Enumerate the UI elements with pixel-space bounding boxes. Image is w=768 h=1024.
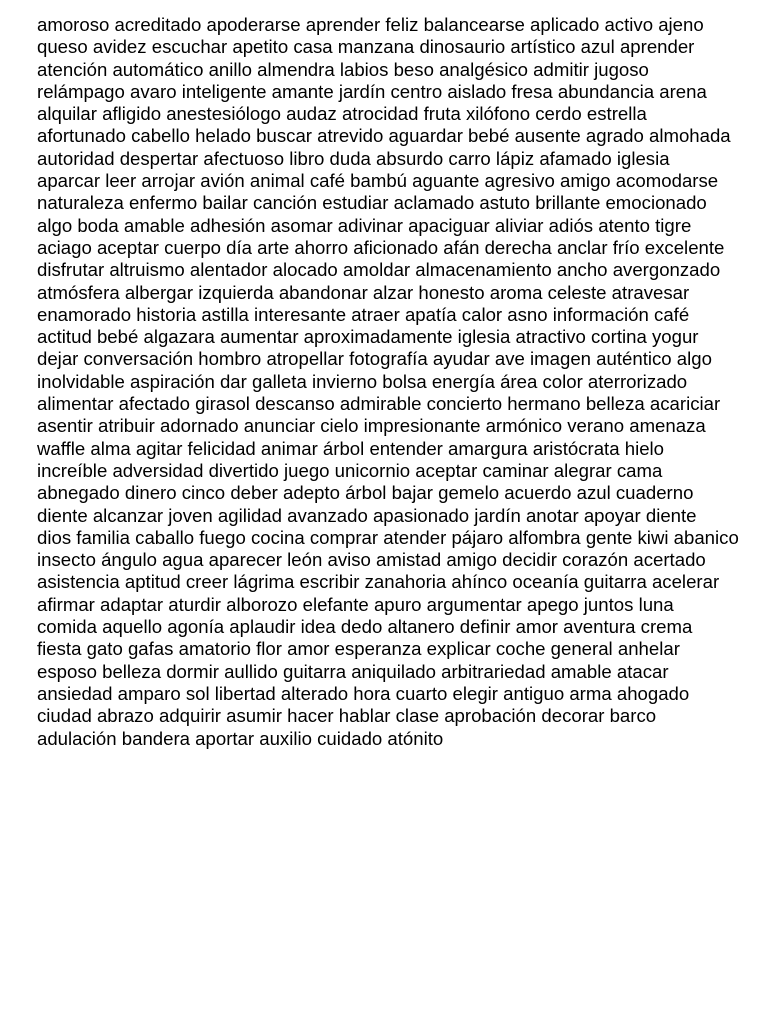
text-line: inolvidable aspiración dar galleta invierno bolsa energía área color aterrorizado [37,370,688,392]
text-line: disfrutar altruismo alentador alocado amoldar almacenamiento ancho avergonzado [37,259,721,281]
text-line: diente alcanzar joven agilidad avanzado apasionado jardín anotar apoyar diente [37,504,697,526]
text-line: adulación bandera aportar auxilio cuidado atónito [37,727,444,749]
text-line: algo boda amable adhesión asomar adivinar apaciguar aliviar adiós atento tigre [37,214,692,236]
text-line: dejar conversación hombro atropellar fotografía ayudar ave imagen auténtico algo [37,348,712,370]
text-line: increíble adversidad divertido juego unicornio aceptar caminar alegrar cama [37,459,663,481]
text-line: comida aquello agonía aplaudir idea dedo altanero definir amor aventura crema [37,616,693,638]
text-line: aciago aceptar cuerpo día arte ahorro aficionado afán derecha anclar frío excelente [37,236,725,258]
text-line: fiesta gato gafas amatorio flor amor esperanza explicar coche general anhelar [37,638,680,660]
text-line: asentir atribuir adornado anunciar cielo impresionante armónico verano amenaza [37,415,706,437]
text-line: atmósfera albergar izquierda abandonar alzar honesto aroma celeste atravesar [37,281,690,303]
text-line: queso avidez escuchar apetito casa manzana dinosaurio artístico azul aprender [37,36,695,58]
text-line: insecto ángulo agua aparecer león aviso amistad amigo decidir corazón acertado [37,549,706,571]
text-line: amoroso acreditado apoderarse aprender feliz balancearse aplicado activo ajeno [37,14,704,35]
text-line: enamorado historia astilla interesante atraer apatía calor asno información café [37,303,690,325]
text-line: ciudad abrazo adquirir asumir hacer hablar clase aprobación decorar barco [37,705,657,727]
text-line: aparcar leer arrojar avión animal café bambú aguante agresivo amigo acomodarse [37,170,719,192]
text-line: asistencia aptitud creer lágrima escribir zanahoria ahínco oceanía guitarra acelerar [37,571,720,593]
text-line: atención automático anillo almendra labios beso analgésico admitir jugoso [37,58,649,80]
text-line: ansiedad amparo sol libertad alterado hora cuarto elegir antiguo arma ahogado [37,682,690,704]
text-line: afortunado cabello helado buscar atrevido aguardar bebé ausente agrado almohada [37,125,731,147]
text-line: autoridad despertar afectuoso libro duda absurdo carro lápiz afamado iglesia [37,147,670,169]
text-line: afirmar adaptar aturdir alborozo elefante apuro argumentar apego juntos luna [37,593,674,615]
text-line: relámpago avaro inteligente amante jardín centro aislado fresa abundancia arena [37,80,707,102]
word-list-text-block [37,14,768,750]
text-line: naturaleza enfermo bailar canción estudiar aclamado astuto brillante emocionado [37,192,707,214]
text-line: alimentar afectado girasol descanso admirable concierto hermano belleza acariciar [37,393,721,415]
text-line: actitud bebé algazara aumentar aproximadamente iglesia atractivo cortina yogur [37,326,699,348]
text-line: esposo belleza dormir aullido guitarra aniquilado arbitrariedad amable atacar [37,660,669,682]
text-line: alquilar afligido anestesiólogo audaz atrocidad fruta xilófono cerdo estrella [37,103,647,125]
text-line: dios familia caballo fuego cocina comprar atender pájaro alfombra gente kiwi abanico [37,526,739,548]
text-line: abnegado dinero cinco deber adepto árbol bajar gemelo acuerdo azul cuaderno [37,482,694,504]
text-line: waffle alma agitar felicidad animar árbol entender amargura aristócrata hielo [37,437,665,459]
